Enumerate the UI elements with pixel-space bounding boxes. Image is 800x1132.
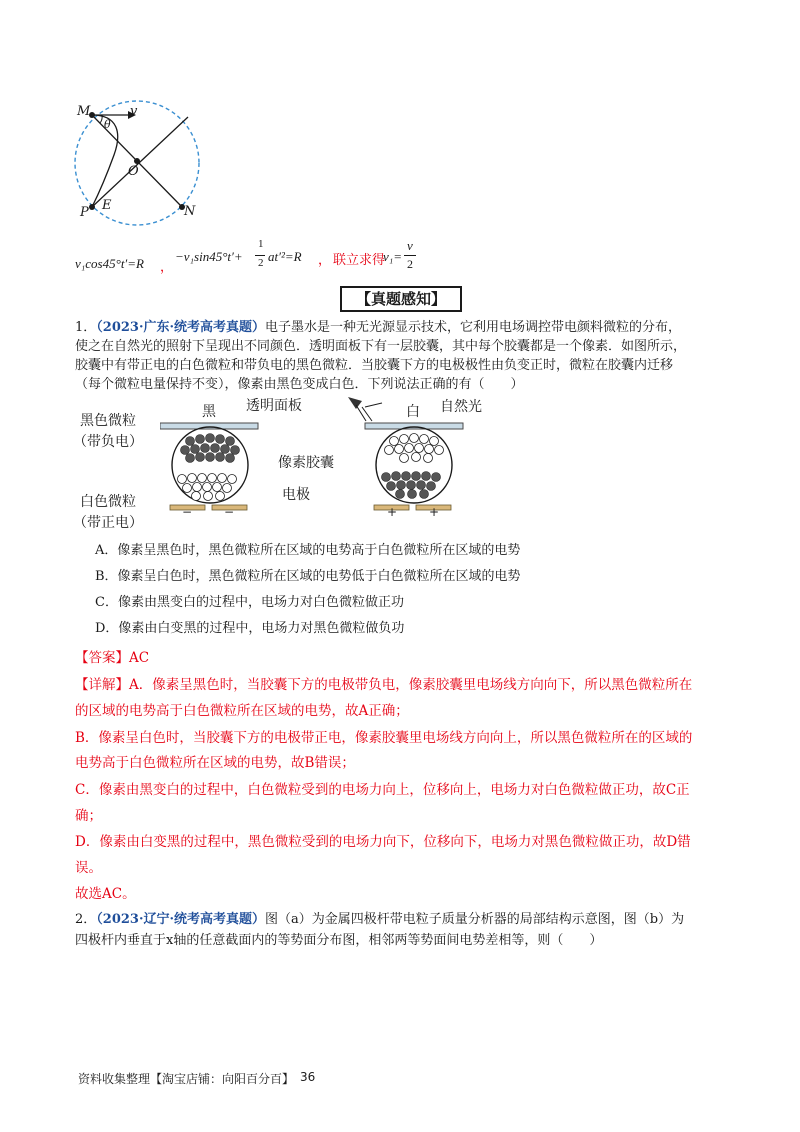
q1-explain-2: 的区域的电势高于白色微粒所在区域的电势，故A正确；: [75, 703, 409, 719]
page-number: 36: [300, 1070, 316, 1084]
formula-v-frac-num: v: [407, 238, 413, 253]
q1-explain-7: D．像素由白变黑的过程中，黑色微粒受到的电场力向下，位移向下，电场力对黑色微粒做正功，故D错: [75, 834, 691, 850]
label-e: E: [102, 198, 112, 213]
fig-black: 黑: [202, 404, 216, 420]
q1-answer: 【答案】AC: [75, 650, 150, 666]
fig-black-particle: 黑色微粒: [80, 413, 136, 429]
q1-explain-6: 确；: [75, 808, 102, 824]
formula-v1: v₁=: [383, 249, 403, 264]
q1-line-3: 胶囊中有带正电的白色微粒和带负电的黑色微粒．当胶囊下方的电极极性由负变正时，微粒在胶囊内迁移: [75, 358, 674, 373]
fig-capsule: 像素胶囊: [278, 455, 334, 471]
formula-sep-1: ，: [160, 259, 174, 274]
fig-neg-charge: （带负电）: [73, 434, 143, 450]
formula-2-left: −v₁sin45°t′+: [175, 249, 243, 264]
footer-text: 资料收集整理【淘宝店铺：向阳百分百】: [78, 1072, 295, 1086]
label-p: P: [80, 205, 89, 220]
label-o: O: [128, 164, 139, 179]
q1-explain-3: B．像素呈白色时，当胶囊下方的电极带正电，像素胶囊里电场线方向向上，所以黑色微粒所在的区域的: [75, 730, 693, 746]
q1-text-1: 电子墨水是一种无光源显示技术，它利用电场调控带电颜料微粒的分布，: [265, 320, 682, 335]
label-n: N: [184, 204, 196, 219]
label-v: v: [130, 104, 138, 119]
formula-v-frac-bar: [404, 255, 416, 256]
q1-number: 1．: [75, 320, 97, 335]
fig-white-particle: 白色微粒: [80, 494, 136, 510]
q2-line-2: 四极杆内垂直于x轴的任意截面内的等势面分布图，相邻两等势面间电势差相等，则（ ）: [75, 933, 603, 948]
section-title: 【真题感知】: [340, 286, 462, 312]
label-m: M: [77, 104, 91, 119]
q1-option-b: B．像素呈白色时，黑色微粒所在区域的电势低于白色微粒所在区域的电势: [95, 569, 521, 584]
q2-line-1: [75, 910, 725, 930]
fig-natural-light: 自然光: [440, 399, 482, 415]
fig-plus-2: +: [429, 505, 440, 519]
formula-v-frac-den: 2: [407, 257, 413, 271]
fig-plus-1: +: [387, 505, 398, 519]
q1-line-1: [75, 318, 725, 338]
q1-option-d: D．像素由白变黑的过程中，电场力对黑色微粒做负功: [95, 621, 405, 636]
q1-explain-4: 电势高于白色微粒所在区域的电势，故B错误；: [75, 755, 355, 771]
formula-2-frac-num: 1: [258, 238, 264, 250]
q1-explain-8: 误。: [75, 860, 102, 876]
formula-2-frac-den: 2: [258, 257, 264, 269]
formula-link-text: 联立求得: [333, 253, 386, 268]
formula-2-right: at′²=R: [268, 249, 302, 264]
q1-line-2: 使之在自然光的照射下呈现出不同颜色．透明面板下有一层胶囊，其中每个胶囊都是一个像素．如图所示，: [75, 339, 687, 354]
q1-explain-1: 【详解】A．像素呈黑色时，当胶囊下方的电极带负电，像素胶囊里电场线方向向下，所以黑色微粒所在: [75, 677, 693, 693]
fig-minus-1: −: [182, 505, 193, 519]
fig-panel: 透明面板: [246, 398, 302, 414]
q1-source: （2023·广东·统考高考真题）: [96, 320, 266, 335]
fig-minus-2: −: [224, 505, 235, 519]
q1-option-a: A．像素呈黑色时，黑色微粒所在区域的电势高于白色微粒所在区域的电势: [95, 543, 521, 558]
fig-electrode: 电极: [282, 487, 310, 503]
label-theta: θ: [104, 118, 111, 131]
fig-white: 白: [406, 404, 420, 420]
q2-number: 2．: [75, 912, 97, 927]
formula-sep-2: ，: [318, 252, 332, 267]
q1-option-c: C．像素由黑变白的过程中，电场力对白色微粒做正功: [95, 595, 404, 610]
fig-pos-charge: （带正电）: [73, 515, 143, 531]
formula-1: v₁cos45°t′=R: [75, 256, 144, 271]
q1-line-4: （每个微粒电量保持不变），像素由黑色变成白色．下列说法正确的有（ ）: [75, 377, 524, 392]
formula-2-frac-bar: [255, 255, 265, 256]
q1-explain-5: C．像素由黑变白的过程中，白色微粒受到的电场力向上，位移向上，电场力对白色微粒做正功，故C正: [75, 782, 690, 798]
q2-source: （2023·辽宁·统考高考真题）: [96, 912, 266, 927]
q1-explain-9: 故选AC。: [75, 886, 136, 902]
q2-text-1: 图（a）为金属四极杆带电粒子质量分析器的局部结构示意图，图（b）为: [265, 912, 685, 927]
